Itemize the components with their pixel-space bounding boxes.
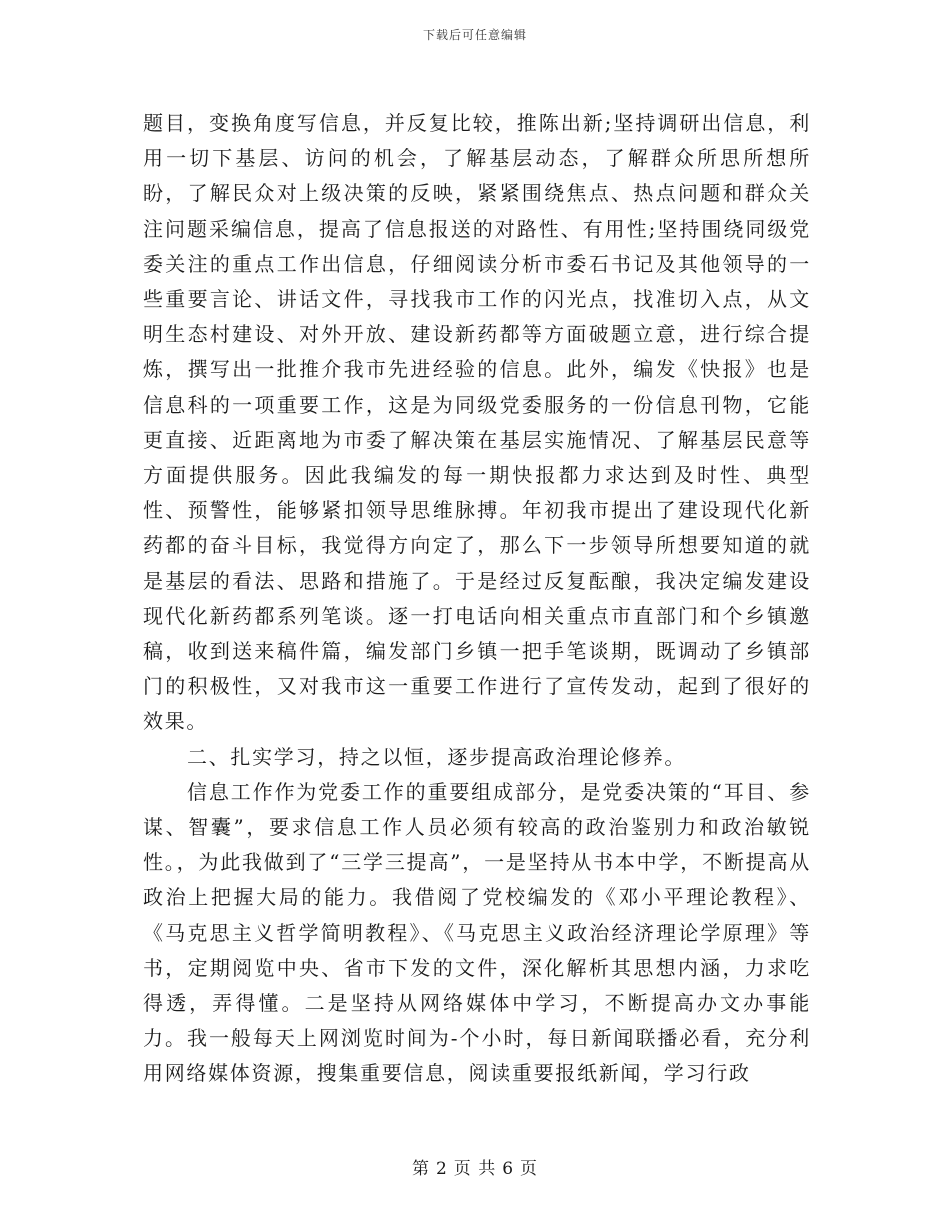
paragraph: 信息工作作为党委工作的重要组成部分，是党委决策的“耳目、参谋、智囊”，要求信息工作人员必须有较高的政治鉴别力和政治敏锐性。，为此我做到了“三学三提高”，一是坚持从书本中学，不断提高从政治上把握大局的能力。我借阅了党校编发的《邓小平理论教程》、《马克思主义哲学简明教程》、《马克思主义政治经济理论学原理》等书，定期阅览中央、省市下发的文件，深化解析其思想内涵，力求吃得透，弄得懂。二是坚持从网络媒体中学习，不断提高办文办事能力。我一般每天上网浏览时间为-个小时，每日新闻联播必看，充分利用网络媒体资源，搜集重要信息，阅读重要报纸新闻，学习行政 — [143, 779, 811, 1086]
document-body — [143, 106, 811, 1092]
page-header: 下载后可任意编辑 — [422, 28, 527, 42]
footer-middle: 页 共 — [453, 1159, 497, 1179]
current-page-number: 2 — [435, 1159, 448, 1179]
footer-suffix: 页 — [520, 1159, 539, 1179]
paragraph-continued: 题目，变换角度写信息，并反复比较，推陈出新;坚持调研出信息，利用一切下基层、访问的机会，了解基层动态，了解群众所思所想所盼，了解民众对上级决策的反映，紧紧围绕焦点、热点问题和群众关注问题采编信息，提高了信息报送的对路性、有用性;坚持围绕同级党委关注的重点工作出信息，仔细阅读分析市委石书记及其他领导的一些重要言论、讲话文件，寻找我市工作的闪光点，找准切入点，从文明生态村建设、对外开放、建设新药都等方面破题立意，进行综合提炼，撰写出一批推介我市先进经验的信息。此外，编发《快报》也是信息科的一项重要工作，这是为同级党委服务的一份信息刊物，它能更直接、近距离地为市委了解决策在基层实施情况、了解基层民意等方面提供服务。因此我编发的每一期快报都力求达到及时性、典型性、预警性，能够紧扣领导思维脉搏。年初我市提出了建设现代化新药都的奋斗目标，我觉得方向定了，那么下一步领导所想要知道的就是基层的看法、思路和措施了。于是经过反复酝酿，我决定编发建设现代化新药都系列笔谈。逐一打电话向相关重点市直部门和个乡镇邀稿，收到送来稿件篇，编发部门乡镇一把手笔谈期，既调动了乡镇部门的积极性，又对我市这一重要工作进行了宣传发动，起到了很好的效果。 — [143, 111, 811, 734]
page-footer — [0, 1154, 950, 1179]
total-page-count: 6 — [502, 1159, 515, 1179]
section-heading: 二、扎实学习，持之以恒，逐步提高政治理论修养。 — [187, 744, 687, 769]
footer-prefix: 第 — [411, 1159, 430, 1179]
